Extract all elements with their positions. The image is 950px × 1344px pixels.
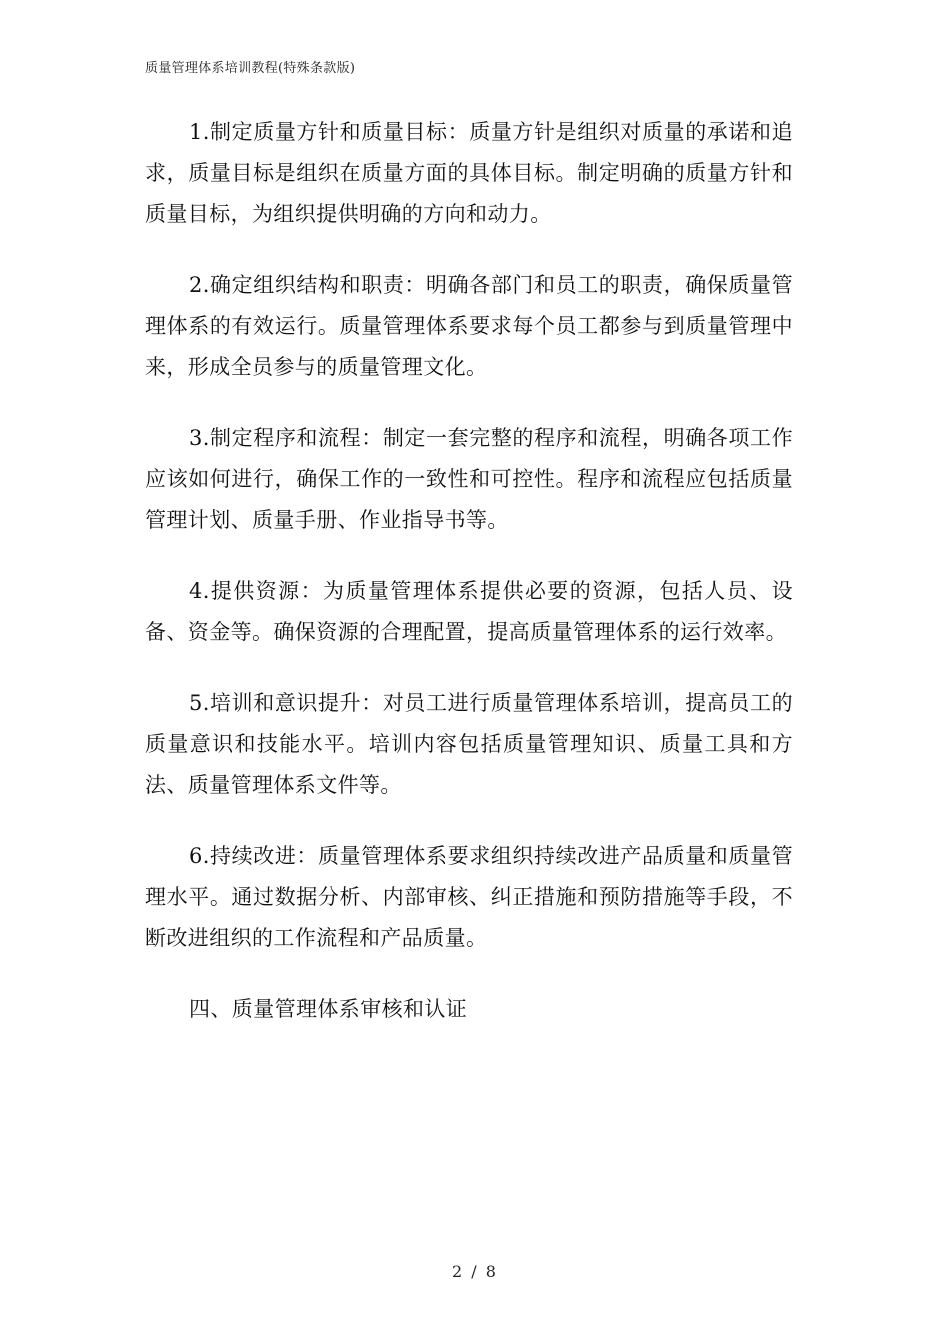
running-header: 质量管理体系培训教程(特殊条款版) [145, 61, 356, 76]
section-heading: 四、质量管理体系审核和认证 [189, 997, 468, 1021]
paragraph-4: 4.提供资源：为质量管理体系提供必要的资源，包括人员、设备、资金等。确保资源的合理配置，提高质量管理体系的运行效率。 [145, 579, 793, 644]
body-text [145, 112, 793, 1030]
paragraph-2: 2.确定组织结构和职责：明确各部门和员工的职责，确保质量管理体系的有效运行。质量管理体系要求每个员工都参与到质量管理中来，形成全员参与的质量管理文化。 [145, 273, 793, 379]
paragraph-6: 6.持续改进：质量管理体系要求组织持续改进产品质量和质量管理水平。通过数据分析、内部审核、纠正措施和预防措施等手段，不断改进组织的工作流程和产品质量。 [145, 844, 793, 950]
paragraph-3: 3.制定程序和流程：制定一套完整的程序和流程，明确各项工作应该如何进行，确保工作的一致性和可控性。程序和流程应包括质量管理计划、质量手册、作业指导书等。 [145, 426, 793, 532]
paragraph-5: 5.培训和意识提升：对员工进行质量管理体系培训，提高员工的质量意识和技能水平。培训内容包括质量管理知识、质量工具和方法、质量管理体系文件等。 [145, 691, 793, 797]
paragraph-1: 1.制定质量方针和质量目标：质量方针是组织对质量的承诺和追求，质量目标是组织在质量方面的具体目标。制定明确的质量方针和质量目标，为组织提供明确的方向和动力。 [145, 120, 793, 226]
page-number: 2 / 8 [452, 1262, 498, 1281]
